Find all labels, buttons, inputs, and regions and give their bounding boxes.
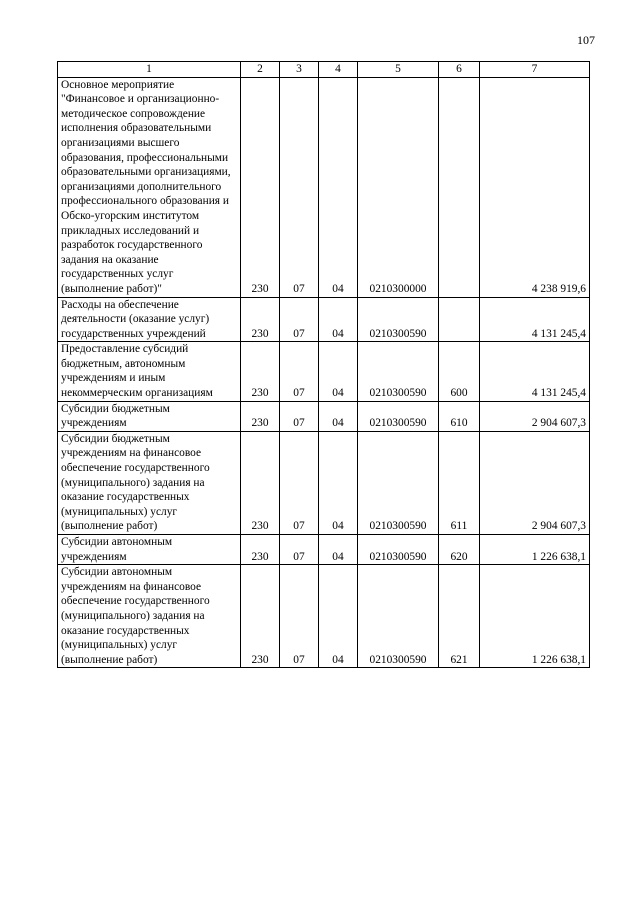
- cell-col6: 620: [439, 535, 480, 565]
- row-name: Субсидии бюджетным учреждениям на финансовое обеспечение государственного (муниципального) задания на оказание государственных (муниципальных) услуг (выполнение работ): [58, 431, 241, 534]
- cell-col4: 04: [319, 535, 358, 565]
- cell-col7: 4 238 919,6: [480, 77, 590, 297]
- table-row: [58, 431, 590, 534]
- budget-table: [57, 61, 590, 668]
- cell-col2: 230: [241, 342, 280, 401]
- cell-col7: 1 226 638,1: [480, 535, 590, 565]
- table-row: [58, 297, 590, 342]
- cell-col4: 04: [319, 297, 358, 342]
- cell-col5: 0210300590: [358, 401, 439, 431]
- cell-col4: 04: [319, 342, 358, 401]
- cell-col7: 1 226 638,1: [480, 565, 590, 668]
- column-header: 6: [439, 62, 480, 78]
- cell-col2: 230: [241, 297, 280, 342]
- row-name: Основное мероприятие "Финансовое и организационно-методическое сопровождение исполнения образовательными организациями высшего образования, профессиональными образовательными организациями, организациями дополнительного профессионального образования и Обско-угорским институтом прикладных исследований и разработок государственного задания на оказание государственных услуг (выполнение работ)": [58, 77, 241, 297]
- table-row: [58, 342, 590, 401]
- cell-col6: [439, 297, 480, 342]
- row-name: Субсидии автономным учреждениям на финансовое обеспечение государственного (муниципального) задания на оказание государственных (муниципальных) услуг (выполнение работ): [58, 565, 241, 668]
- cell-col4: 04: [319, 401, 358, 431]
- column-header: 7: [480, 62, 590, 78]
- cell-col6: 611: [439, 431, 480, 534]
- table-row: [58, 565, 590, 668]
- cell-col5: 0210300590: [358, 297, 439, 342]
- header-row: [58, 62, 590, 78]
- row-name: Субсидии бюджетным учреждениям: [58, 401, 241, 431]
- cell-col6: 621: [439, 565, 480, 668]
- table-row: [58, 401, 590, 431]
- column-header: 2: [241, 62, 280, 78]
- cell-col3: 07: [280, 342, 319, 401]
- column-header: 5: [358, 62, 439, 78]
- cell-col3: 07: [280, 535, 319, 565]
- cell-col6: [439, 77, 480, 297]
- cell-col3: 07: [280, 431, 319, 534]
- page-number: 107: [577, 33, 595, 47]
- cell-col3: 07: [280, 297, 319, 342]
- column-header: 1: [58, 62, 241, 78]
- table-row: [58, 535, 590, 565]
- row-name: Предоставление субсидий бюджетным, автономным учреждениям и иным некоммерческим организациям: [58, 342, 241, 401]
- cell-col7: 2 904 607,3: [480, 401, 590, 431]
- table-row: [58, 77, 590, 297]
- cell-col2: 230: [241, 535, 280, 565]
- row-name: Расходы на обеспечение деятельности (оказание услуг) государственных учреждений: [58, 297, 241, 342]
- cell-col5: 0210300590: [358, 431, 439, 534]
- cell-col5: 0210300590: [358, 565, 439, 668]
- cell-col2: 230: [241, 77, 280, 297]
- cell-col2: 230: [241, 431, 280, 534]
- row-name: Субсидии автономным учреждениям: [58, 535, 241, 565]
- cell-col5: 0210300590: [358, 535, 439, 565]
- cell-col2: 230: [241, 565, 280, 668]
- cell-col6: 610: [439, 401, 480, 431]
- cell-col7: 4 131 245,4: [480, 342, 590, 401]
- cell-col4: 04: [319, 431, 358, 534]
- cell-col7: 4 131 245,4: [480, 297, 590, 342]
- cell-col7: 2 904 607,3: [480, 431, 590, 534]
- cell-col4: 04: [319, 77, 358, 297]
- column-header: 4: [319, 62, 358, 78]
- cell-col3: 07: [280, 401, 319, 431]
- cell-col3: 07: [280, 565, 319, 668]
- cell-col6: 600: [439, 342, 480, 401]
- cell-col3: 07: [280, 77, 319, 297]
- cell-col2: 230: [241, 401, 280, 431]
- cell-col5: 0210300590: [358, 342, 439, 401]
- cell-col4: 04: [319, 565, 358, 668]
- column-header: 3: [280, 62, 319, 78]
- cell-col5: 0210300000: [358, 77, 439, 297]
